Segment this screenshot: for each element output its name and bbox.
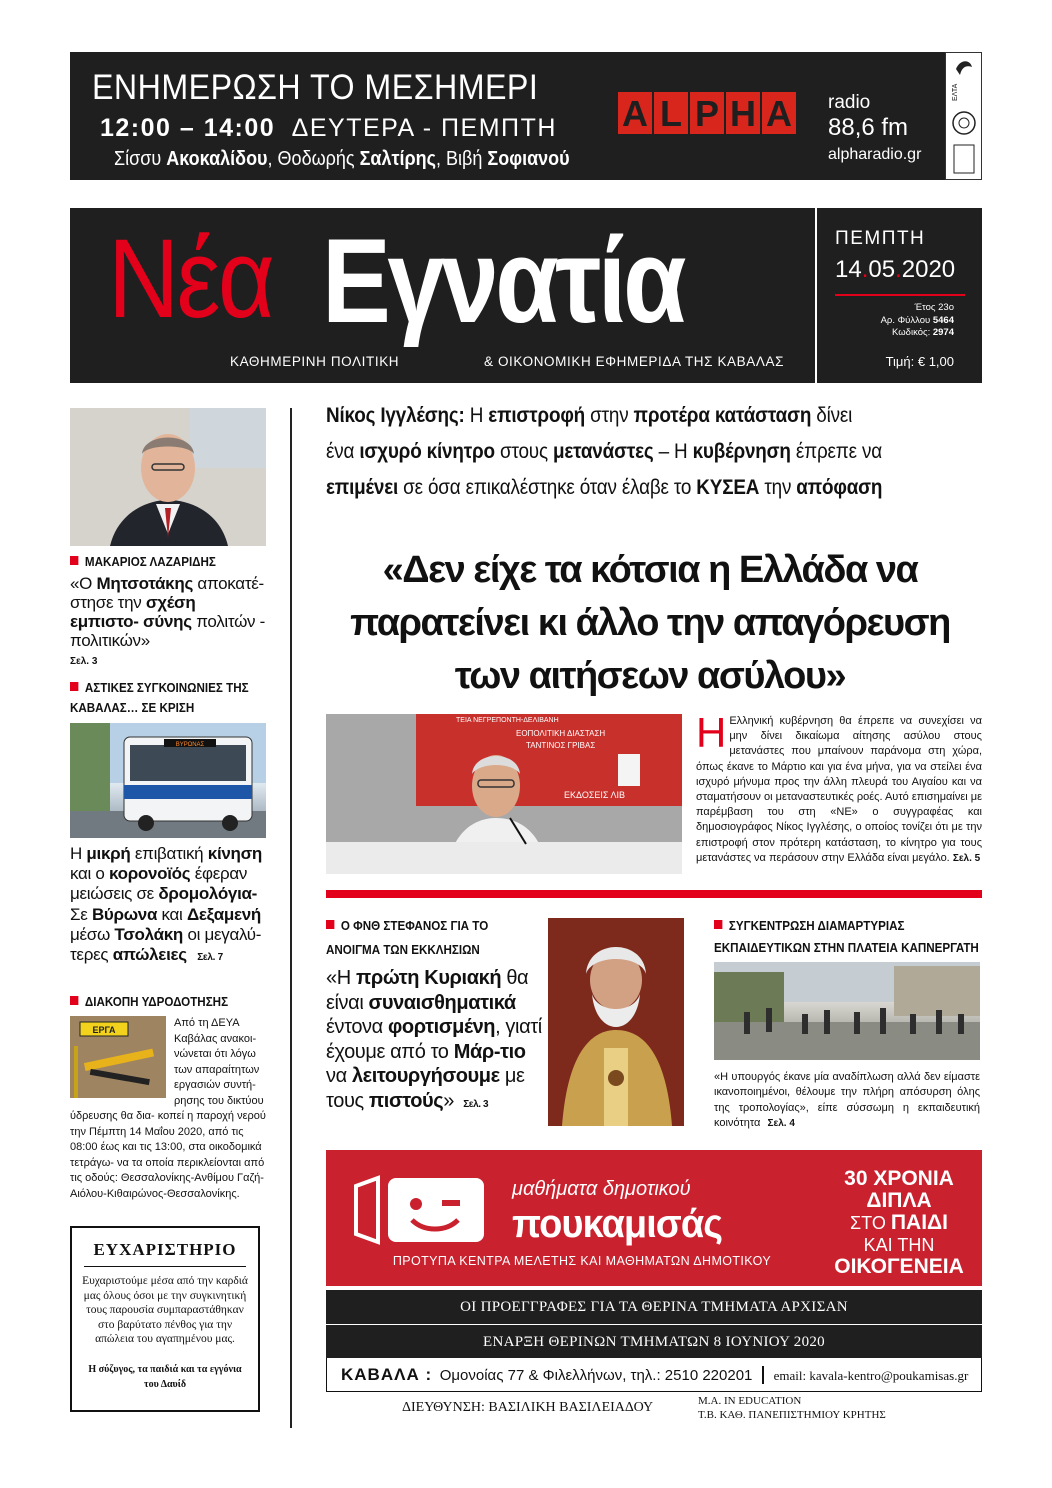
issue-day: ΠΕΜΠΤΗ [835, 228, 926, 249]
host-last-name: Σαλτίρης [359, 148, 437, 170]
logo-letter: P [690, 92, 724, 134]
text-emphasis: κυβέρνηση [692, 440, 791, 463]
issue-year: Έτος 23ο [914, 302, 954, 313]
story-protest-text [714, 1070, 980, 1132]
date-underline [835, 294, 965, 296]
text-emphasis: δρομολόγια- [158, 884, 258, 904]
photo-bus [70, 723, 266, 838]
photo-lazaridis [70, 408, 266, 546]
page-reference: Σελ. 3 [70, 656, 98, 667]
text-emphasis: Μητσοτάκης [96, 574, 193, 593]
radio-schedule [100, 114, 557, 143]
date-month: 05 [868, 256, 896, 283]
article-text: Ελληνική κυβέρνηση θα έπρεπε να συνεχίσει να μην δίνει δικαίωμα αίτησης ασύλου στους μετανάστες που μπαίνουν παράνομα στη χώρα, όπως έκανε το Μάρτιο και για ένα μήνα, για να στείλει ένα ισχυρό μήνυμα προς την άλλη πλευρά του Αιγαίου και να σταματήσουν οι μεταναστευτικές ροές. Αυτό επισημαίνει με παρέμβαση του στη «ΝΕ» ο συγγραφέας και δημοσιογράφος Νίκος Ιγγλέσης, ο οποίος τονίζει ότι με την επιστροφή στον πρότερη κατάσταση, το κίνητρο για τους μετανάστες να περάσουν στην Ελλάδα είναι μεγάλο. [696, 715, 982, 864]
text-emphasis: Δεξαμενή [186, 904, 261, 924]
subhead-line-1 [326, 404, 916, 428]
main-headline [318, 544, 982, 703]
text-run: την [764, 476, 792, 499]
director-credential: M.A. IN EDUCATION [698, 1395, 802, 1407]
text-run: σε όσα επικαλέστηκε όταν έλαβε το [403, 476, 692, 499]
radio-website: alpharadio.gr [828, 146, 922, 163]
host-last-name: Σοφιανού [487, 148, 570, 170]
story-heading-text: ΚΑΒΑΛΑΣ… ΣΕ ΚΡΙΣΗ [70, 701, 195, 715]
text-run: με τους [326, 1065, 525, 1112]
text-run: τερες [70, 945, 109, 965]
page-reference: Σελ. 4 [767, 1118, 795, 1130]
main-subhead [326, 404, 982, 500]
poukamisas-ad [326, 1150, 982, 1286]
story-text: «Η υπουργός έκανε μία αναδίπλωση αλλά δεν είμαστε ικανοποιημένοι, θέλουμε την πλήρη απόσυρση όλης της τροπολογίας», είπε σύσσωμη η εκπαιδευτική κοινότητα [714, 1071, 980, 1130]
text-run: μειώσεις σε [70, 884, 154, 904]
text-emphasis: απώλειες [112, 945, 187, 965]
elta-label: ΕΛΤΑ [952, 83, 959, 101]
story-heading-text: ΜΑΚΑΡΙΟΣ ΛΑΖΑΡΙΔΗΣ [84, 555, 216, 569]
banner-text: ΤΕΙΑ ΝΕΓΡΕΠΟΝΤΗ-ΔΕΛΙΒΑΝΗ [456, 717, 559, 724]
host-first-name: Σίσσυ [114, 148, 162, 170]
crowd-illustration [714, 962, 980, 1060]
main-article-body [696, 709, 982, 866]
banner-text: ΕΟΠΟΛΙΤΙΚΗ ΔΙΑΣΤΑΣΗ [516, 729, 606, 738]
smiley-book-icon [350, 1172, 486, 1248]
text-emphasis: κίνηση [207, 844, 263, 863]
text-emphasis: Βύρωνα [91, 904, 158, 924]
text-emphasis: πρώτη Κυριακή [355, 967, 502, 989]
text-run: – Η [658, 440, 688, 463]
banner-text: ΕΚΔΟΣΕΙΣ ΛΙΒ [564, 790, 625, 800]
text-emphasis: πιστούς [368, 1089, 444, 1112]
story-heading-text: ΔΙΑΚΟΠΗ ΥΔΡΟΔΟΤΗΣΗΣ [84, 995, 229, 1009]
ad-brand: πουκαμισάς [512, 1202, 723, 1246]
director-credential: Τ.Β. ΚΑΘ. ΠΑΝΕΠΙΣΤΗΜΙΟΥ ΚΡΗΤΗΣ [698, 1409, 886, 1421]
photo-priest [548, 918, 684, 1126]
story-heading-text: Ο ΦΝΘ ΣΤΕΦΑΝΟΣ ΓΙΑ ΤΟ [340, 919, 489, 933]
slogan-text: ΚΑΙ ΤΗΝ [863, 1235, 935, 1255]
text-run: Η [469, 404, 484, 427]
elta-logo-icon [946, 53, 981, 179]
radio-frequency: 88,6 fm [828, 114, 909, 141]
ad-address [326, 1358, 982, 1392]
tagline-part-2: & ΟΙΚΟΝΟΜΙΚΗ ΕΦΗΜΕΡΙΔΑ ΤΗΣ ΚΑΒΑΛΑΣ [484, 354, 785, 369]
speaker-illustration [326, 714, 682, 874]
page-reference: Σελ. 5 [952, 852, 981, 864]
postage-strip [945, 52, 982, 180]
radio-hours: 12:00 – 14:00 [100, 114, 276, 142]
host-first-name: Θοδωρής [277, 148, 355, 170]
story-water-text [70, 1016, 266, 1202]
text-emphasis: Τσολάκη [114, 924, 183, 944]
bullet-icon [714, 920, 722, 929]
story-heading-text: ΕΚΠΑΙΔΕΥΤΙΚΩΝ ΣΤΗΝ ΠΛΑΤΕΙΑ ΚΑΠΝΕΡΓΑΤΗ [714, 941, 979, 955]
host-first-name: Βιβή [446, 148, 483, 170]
text-run: » [443, 1089, 455, 1112]
text-emphasis: προτέρα κατάσταση [633, 404, 812, 427]
text-run: , γιατί έχουμε από το [326, 1016, 542, 1063]
text-run: στην [590, 404, 629, 427]
radio-days: ΔΕΥΤΕΡΑ - ΠΕΜΠΤΗ [291, 114, 557, 142]
bus-illustration [70, 723, 266, 838]
alpha-radio-logo [618, 92, 798, 134]
radio-hosts: Σίσσυ Ακοκαλίδου, Θοδωρής Σαλτίρης, Βιβή Σοφιανού [114, 148, 570, 170]
thanks-body: Ευχαριστούμε μέσα από την καρδιά μας όλους όσοι με την συγκινητική τους παρουσία συμπαραστάθηκαν στο βαρύτατο πένθος για την απώλεια του αγαπημένου μας. [82, 1275, 248, 1345]
headline-line: των αιτήσεων ασύλου» [454, 655, 846, 697]
masthead-divider [815, 208, 817, 383]
logo-letter: L [654, 92, 688, 134]
issue-price: Τιμή: € 1,00 [885, 354, 954, 369]
text-emphasis: επιστροφή [488, 404, 586, 427]
text-emphasis: μετανάστες [552, 440, 654, 463]
text-run: επιβατική [134, 844, 204, 863]
slogan-text: ΟΙΚΟΓΕΝΕΙΑ [834, 1255, 964, 1278]
portrait-illustration [70, 408, 266, 546]
radio-word: radio [828, 92, 871, 113]
thanks-divider [84, 1266, 246, 1267]
story-water-heading [70, 994, 266, 1011]
text-emphasis: φορτισμένη [388, 1016, 496, 1038]
story-protest-heading [714, 918, 999, 957]
date-year: 2020 [901, 256, 956, 283]
story-priest-heading [326, 918, 500, 959]
separator [762, 1366, 764, 1384]
story-transport-heading [70, 680, 266, 717]
story-lazaridis [70, 554, 266, 667]
ad-director [326, 1392, 982, 1426]
text-run: Η [70, 844, 82, 863]
issue-date: 14.05.2020 [835, 256, 956, 283]
text-emphasis: Μάρ-τιο [453, 1040, 526, 1063]
text-run: δίνει [816, 404, 853, 427]
story-heading [70, 554, 252, 571]
text-run: και ο [70, 864, 105, 884]
ad-city: ΚΑΒΑΛΑ : [341, 1365, 433, 1384]
text-wrap-spacer [70, 1016, 174, 1100]
ad-street: Ομονοίας 77 & Φιλελλήνων, τηλ.: 2510 220201 [439, 1367, 753, 1384]
section-divider [326, 890, 982, 898]
text-run: στησε την [70, 593, 142, 612]
tagline-part-1: ΚΑΘΗΜΕΡΙΝΗ ΠΟΛΙΤΙΚΗ [230, 354, 400, 369]
bullet-icon [326, 920, 334, 929]
logo-letter: A [762, 92, 796, 134]
text-run: έντονα [326, 1016, 383, 1038]
story-heading-text: ΣΥΓΚΕΝΤΡΩΣΗ ΔΙΑΜΑΡΤΥΡΙΑΣ [728, 919, 905, 933]
bullet-icon [70, 556, 78, 565]
thanks-notice [70, 1226, 260, 1412]
headline-line: «Δεν είχε τα κότσια η Ελλάδα να [382, 549, 918, 591]
text-run: «Ο [70, 574, 93, 593]
text-run: πολιτών - πολιτικών» [70, 612, 266, 650]
text-emphasis: σύνης [143, 612, 192, 631]
photo-protest [714, 962, 980, 1060]
issue-info [830, 302, 954, 340]
story-heading-text: ΑΣΤΙΚΕΣ ΣΥΓΚΟΙΝΩΝΙΕΣ ΤΗΣ [84, 681, 249, 695]
text-emphasis: ισχυρό κίνητρο [359, 440, 495, 463]
text-run: να [326, 1065, 347, 1087]
story-text [70, 844, 266, 968]
text-run: έφεραν [194, 864, 248, 884]
column-divider [290, 408, 292, 1428]
page-reference: Σελ. 7 [197, 952, 223, 964]
host-last-name: Ακοκαλίδου [166, 148, 268, 170]
text-emphasis: συναισθηματικά [368, 991, 516, 1014]
text-run: στους [499, 440, 548, 463]
slogan-text: ΠΑΙΔΙ [890, 1211, 948, 1234]
text-emphasis: μικρή [86, 844, 131, 863]
story-heading [70, 680, 252, 697]
story-heading [714, 918, 979, 935]
radio-title: ΕΝΗΜΕΡΩΣΗ ΤΟ ΜΕΣΗΜΕΡΙ [92, 68, 539, 107]
ad-tagline: ΠΡΟΤΥΠΑ ΚΕΝΤΡΑ ΜΕΛΕΤΗΣ ΚΑΙ ΜΑΘΗΜΑΤΩΝ ΔΗΜΟΤΙΚΟΥ [392, 1254, 772, 1268]
banner-text: ΤΑΝΤΙΝΟΣ ΓΡΙΒΑΣ [526, 741, 596, 750]
issue-number [830, 315, 954, 328]
priest-illustration [548, 918, 684, 1126]
text-run: «Η [326, 967, 351, 989]
slogan-text: ΣΤΟ [850, 1213, 886, 1233]
issue-code [830, 327, 954, 340]
ad-bar-enrollment: ΟΙ ΠΡΟΕΓΓΡΑΦΕΣ ΓΙΑ ΤΑ ΘΕΡΙΝΑ ΤΜΗΜΑΤΑ ΑΡΧΙΣΑΝ [326, 1290, 982, 1324]
text-emphasis: ΚΥΣΕΑ [696, 476, 760, 499]
text-run: και [161, 904, 183, 924]
subhead-line-2 [326, 440, 916, 464]
story-heading [326, 918, 488, 935]
issue-number-value: 5464 [932, 314, 954, 326]
story-text [70, 574, 266, 650]
slogan-text: 30 ΧΡΟΝΙΑ [844, 1167, 954, 1190]
text-emphasis: κορονοϊός [109, 864, 191, 884]
director-name: ΔΙΕΥΘΥΝΣΗ: ΒΑΣΙΛΙΚΗ ΒΑΣΙΛΕΙΑΔΟΥ [402, 1400, 654, 1415]
issue-code-label: Κωδικός: [892, 327, 931, 338]
headline-line: παρατείνει κι άλλο την απαγόρευση [350, 602, 950, 644]
logo-letter: H [726, 92, 760, 134]
ad-email: email: kavala-kentro@poukamisas.gr [773, 1368, 969, 1383]
issue-number-label: Αρ. Φύλλου [880, 314, 931, 326]
drop-cap: Η [696, 709, 727, 756]
text-run: οι μεγαλύ- [187, 924, 262, 944]
story-text: Από τη ΔΕΥΑ Καβάλας ανακοι- νώνεται ότι λόγω των απαραίτητων εργασιών συντή- ρησης του δικτύου ύδρευσης θα δια- κοπεί η παροχή νερού την Πέμπτη 14 Μαΐου 2020, από τις 08:00 έως και τις 13:00, στα οικοδομικά τετράγω- να τα οποία περικλείονται από τις οδούς: Θεσσαλονίκης-Ανθίμου Γαζή-Αιόλου-Κιθαιρώνος-Θεσσαλονίκης. [70, 1017, 266, 1200]
text-run: μέσω [70, 924, 110, 944]
story-priest-text [326, 966, 546, 1117]
slogan-text: ΔΙΠΛΑ [866, 1189, 932, 1212]
roadworks-sign: ΕΡΓΑ [92, 1025, 116, 1035]
text-run: ένα [326, 440, 355, 463]
bullet-icon [70, 682, 78, 691]
story-transport [70, 844, 266, 968]
bus-sign: ΒΥΡΩΝΑΣ [175, 742, 205, 748]
thanks-signature: Η σύζυγος, τα παιδιά και τα εγγόνια του Δαυίδ [88, 1364, 242, 1390]
text-run: θα είναι [326, 967, 529, 1014]
text-emphasis: Νίκος Ιγγλέσης: [326, 404, 465, 427]
text-run: έπρεπε να [795, 440, 882, 463]
masthead [70, 208, 982, 383]
text-emphasis: σχέση εμπιστο- [70, 593, 196, 631]
text-emphasis: επιμένει [326, 476, 399, 499]
logo-nea: Νέα [108, 216, 273, 341]
photo-iglesis [326, 714, 682, 874]
subhead-line-3 [326, 476, 916, 500]
page-reference: Σελ. 3 [463, 1098, 489, 1110]
logo-letter: A [618, 92, 652, 134]
bullet-icon [70, 996, 78, 1005]
ad-subtitle: μαθήματα δημοτικού [512, 1178, 691, 1200]
ad-bar-start: ΕΝΑΡΞΗ ΘΕΡΙΝΩΝ ΤΜΗΜΑΤΩΝ 8 ΙΟΥΝΙΟΥ 2020 [326, 1324, 982, 1358]
text-emphasis: απόφαση [796, 476, 883, 499]
text-run: Σε [70, 904, 88, 924]
thanks-title: ΕΥΧΑΡΙΣΤΗΡΙΟ [93, 1240, 237, 1259]
text-run: αποκατέ- [197, 574, 264, 593]
story-heading [70, 994, 252, 1011]
date-day: 14 [835, 256, 862, 283]
radio-banner [70, 52, 982, 180]
text-emphasis: λειτουργήσουμε [351, 1065, 500, 1087]
story-heading-text: ΑΝΟΙΓΜΑ ΤΩΝ ΕΚΚΛΗΣΙΩΝ [326, 943, 480, 957]
logo-egnatia: Εγνατία [322, 214, 684, 348]
ad-slogan [824, 1168, 974, 1278]
issue-code-value: 2974 [932, 327, 954, 338]
